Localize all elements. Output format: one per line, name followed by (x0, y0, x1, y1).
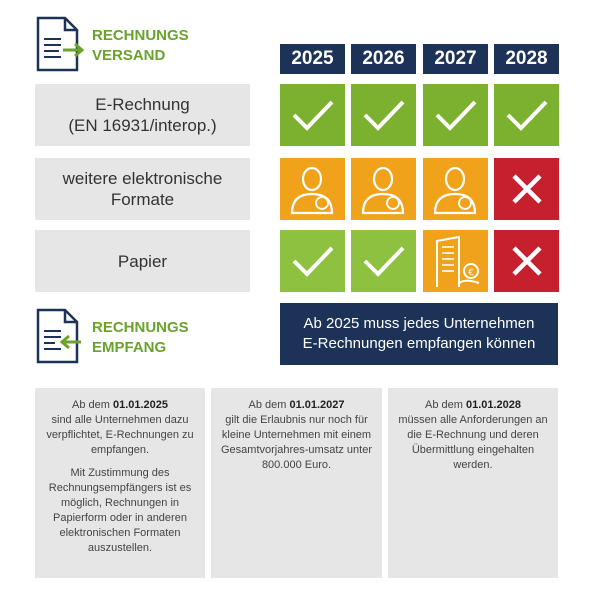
banner-line1: Ab 2025 muss jedes Unternehmen (303, 315, 535, 332)
cross-icon (510, 172, 544, 206)
info-box-2025 (35, 388, 205, 578)
checkmark-icon (361, 243, 407, 279)
row-label-line2: (EN 16931/interop.) (68, 116, 217, 135)
row-label-line1: E-Rechnung (95, 95, 190, 114)
row-label-elektronische-formate (35, 158, 250, 220)
info-paragraph (394, 398, 552, 473)
year-header-2025: 2025 (280, 44, 345, 74)
status-check (494, 84, 559, 146)
row-label-papier (35, 230, 250, 292)
sending-title-line1: RECHNUNGS (92, 27, 189, 44)
info-paragraph (217, 398, 376, 473)
sending-title-line2: VERSAND (92, 47, 166, 64)
status-person-consent (351, 158, 416, 220)
receiving-banner (280, 303, 558, 365)
status-check (423, 84, 488, 146)
checkmark-icon (433, 97, 479, 133)
status-small-business (423, 230, 488, 292)
banner-line2: E-Rechnungen empfangen können (302, 335, 536, 352)
svg-text:€: € (467, 268, 474, 278)
info-paragraph (41, 466, 199, 556)
info-text: müssen alle Anforderungen an die E-Rechnung und deren Übermittlung eingehalten werden. (398, 414, 548, 471)
person-thumbs-up-icon (288, 163, 338, 215)
status-cross (494, 230, 559, 292)
year-header-2028: 2028 (494, 44, 559, 74)
info-box-2027 (211, 388, 382, 578)
year-header-2027: 2027 (423, 44, 488, 74)
info-date: 01.01.2025 (112, 399, 169, 411)
status-person-consent (280, 158, 345, 220)
info-prefix: Ab dem (248, 399, 290, 411)
status-check (351, 230, 416, 292)
info-box-2028 (388, 388, 558, 578)
info-paragraph (41, 398, 199, 458)
info-date: 01.01.2028 (465, 399, 522, 411)
checkmark-icon (361, 97, 407, 133)
cross-icon (510, 244, 544, 278)
status-check (351, 84, 416, 146)
checkmark-icon (290, 243, 336, 279)
receiving-title-line2: EMPFANG (92, 339, 167, 356)
row-label-e-rechnung (35, 84, 250, 146)
info-text-2: Mit Zustimmung des Rechnungsempfängers ist es möglich, Rechnungen in Papierform oder in anderen elektronischen Formaten auszustellen. (48, 467, 192, 554)
checkmark-icon (290, 97, 336, 133)
person-thumbs-up-icon (359, 163, 409, 215)
status-check (280, 84, 345, 146)
row-label-line1: weitere elektronische (62, 169, 223, 188)
row-label-line2: Formate (110, 190, 175, 209)
info-text: gilt die Erlaubnis nur noch für kleine Unternehmen mit einem Gesamtvorjahres-umsatz unter 800.000 Euro. (221, 414, 372, 471)
person-thumbs-up-icon (431, 163, 481, 215)
info-date: 01.01.2027 (289, 399, 345, 411)
document-send-icon (35, 15, 85, 73)
receiving-title (92, 318, 189, 358)
status-person-consent (423, 158, 488, 220)
checkmark-icon (504, 97, 550, 133)
info-prefix: Ab dem (71, 399, 113, 411)
year-header-2026: 2026 (351, 44, 416, 74)
status-check (280, 230, 345, 292)
sending-title (92, 26, 189, 66)
receiving-title-line1: RECHNUNGS (92, 319, 189, 336)
row-label-line1: Papier (117, 251, 168, 271)
status-cross (494, 158, 559, 220)
document-receive-icon (35, 307, 85, 365)
info-prefix: Ab dem (424, 399, 466, 411)
info-text: sind alle Unternehmen dazu verpflichtet, E-Rechnungen zu empfangen. (46, 414, 194, 456)
building-euro-icon (429, 233, 483, 289)
